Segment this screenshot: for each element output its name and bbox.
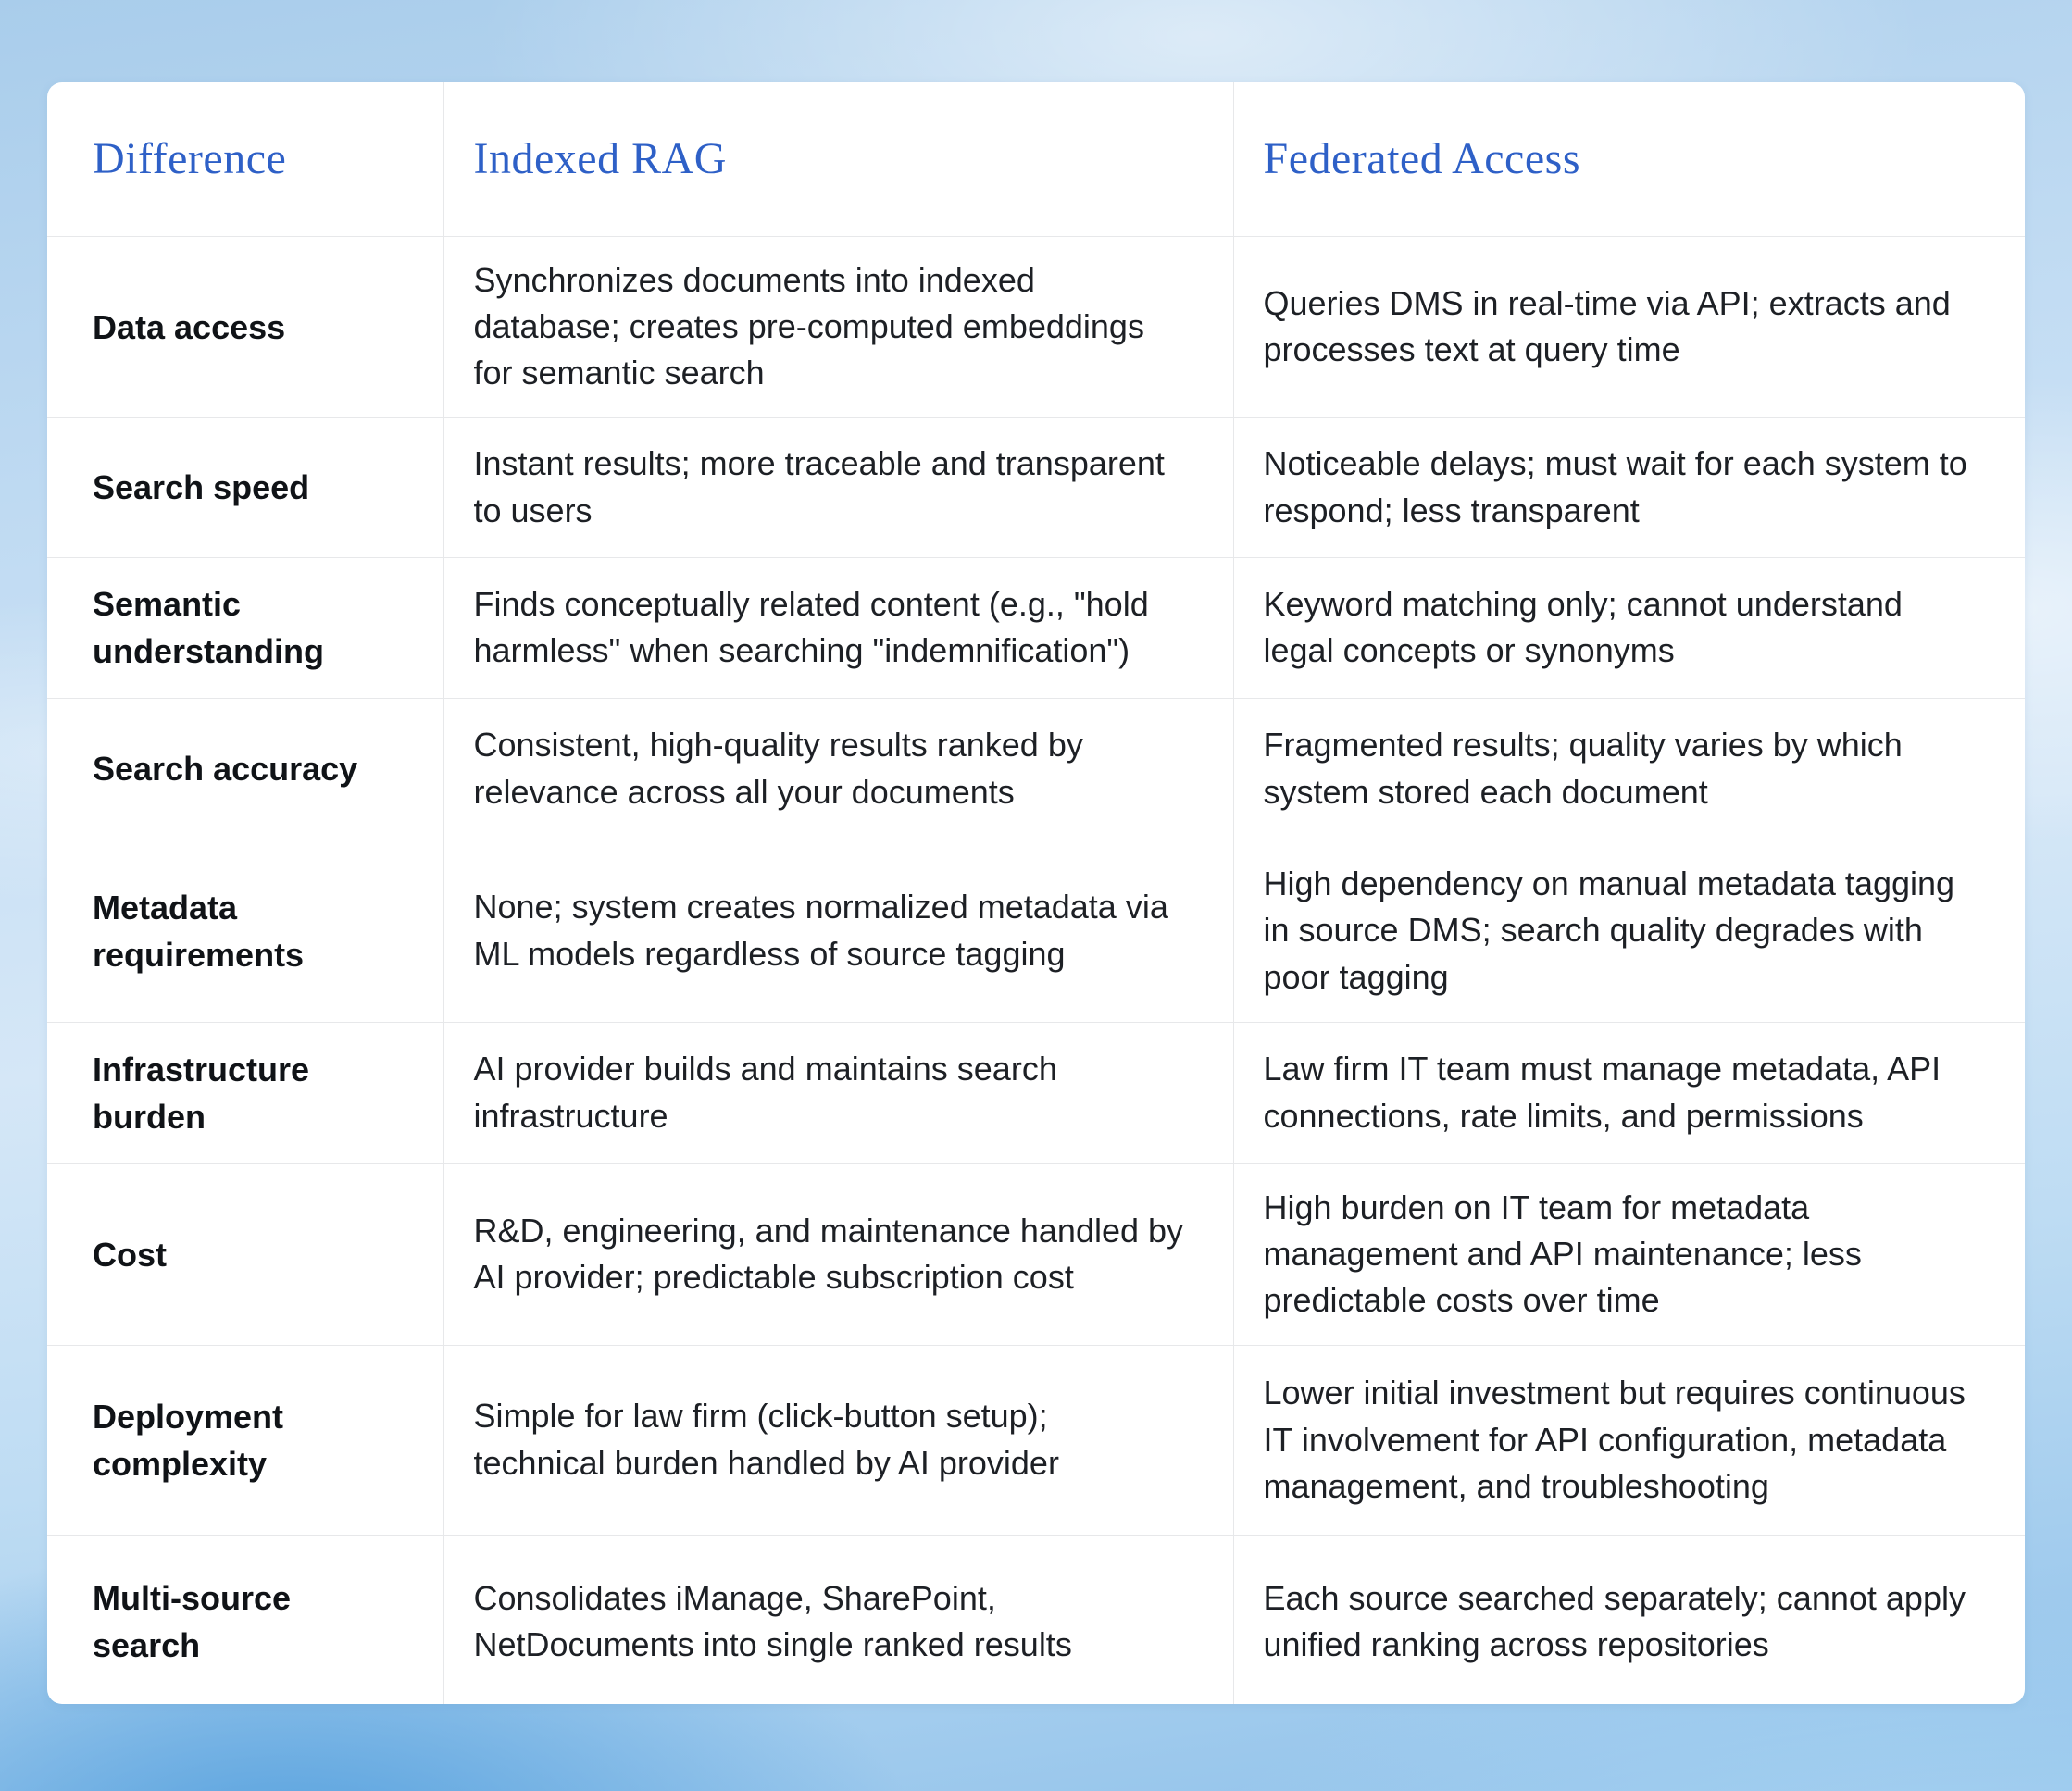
row-label: Infrastructure burden xyxy=(47,1022,443,1163)
row-label: Data access xyxy=(47,236,443,417)
cell-federated-access: High burden on IT team for metadata management and API maintenance; less predictable costs over time xyxy=(1233,1163,2025,1345)
cell-indexed-rag: Synchronizes documents into indexed database; creates pre-computed embeddings for semantic search xyxy=(443,236,1233,417)
cell-indexed-rag: None; system creates normalized metadata via ML models regardless of source tagging xyxy=(443,840,1233,1022)
cell-indexed-rag: Finds conceptually related content (e.g., "hold harmless" when searching "indemnification") xyxy=(443,557,1233,698)
table-row-search-accuracy xyxy=(47,698,2025,840)
comparison-table-card xyxy=(47,82,2025,1704)
cell-federated-access: Each source searched separately; cannot apply unified ranking across repositories xyxy=(1263,1578,1966,1664)
header-row xyxy=(47,82,2025,236)
table-row-deployment-complexity xyxy=(47,1345,2025,1535)
table-row-search-speed xyxy=(47,417,2025,557)
row-label: Semantic understanding xyxy=(47,557,443,698)
table-row-infrastructure-burden xyxy=(47,1022,2025,1163)
row-label: Multi-source search xyxy=(47,1535,443,1704)
table-row-metadata-requirements xyxy=(47,840,2025,1022)
table-row-multi-source-search xyxy=(47,1535,2025,1704)
cell-indexed-rag: Instant results; more traceable and transparent to users xyxy=(443,417,1233,557)
row-label: Cost xyxy=(47,1163,443,1345)
cell-federated-access: Queries DMS in real-time via API; extracts and processes text at query time xyxy=(1233,236,2025,417)
cell-federated-access: Fragmented results; quality varies by which system stored each document xyxy=(1233,698,2025,840)
cell-indexed-rag: Simple for law firm (click-button setup); technical burden handled by AI provider xyxy=(443,1345,1233,1535)
cell-federated-access: Lower initial investment but requires continuous IT involvement for API configuration, metadata management, and troubleshooting xyxy=(1233,1345,2025,1535)
cell-indexed-rag: R&D, engineering, and maintenance handled by AI provider; predictable subscription cost xyxy=(443,1163,1233,1345)
table-row-data-access xyxy=(47,236,2025,417)
comparison-table xyxy=(47,82,2025,1704)
cell-indexed-rag: Consolidates iManage, SharePoint, NetDocuments into single ranked results xyxy=(443,1535,1233,1704)
column-header-indexed-rag: Indexed RAG xyxy=(443,82,1233,236)
table-row-semantic-understanding xyxy=(47,557,2025,698)
row-label: Deployment complexity xyxy=(47,1345,443,1535)
cell-federated-access: Noticeable delays; must wait for each system to respond; less transparent xyxy=(1233,417,2025,557)
row-label: Search accuracy xyxy=(47,698,443,840)
row-label: Search speed xyxy=(47,417,443,557)
column-header-federated-access: Federated Access xyxy=(1233,82,2025,236)
cell-federated-access: Keyword matching only; cannot understand legal concepts or synonyms xyxy=(1233,557,2025,698)
cell-indexed-rag: AI provider builds and maintains search infrastructure xyxy=(443,1022,1233,1163)
row-label: Metadata requirements xyxy=(47,840,443,1022)
cell-indexed-rag: Consistent, high-quality results ranked by relevance across all your documents xyxy=(443,698,1233,840)
table-row-cost xyxy=(47,1163,2025,1345)
cell-federated-access: High dependency on manual metadata tagging in source DMS; search quality degrades with poor tagging xyxy=(1233,840,2025,1022)
column-header-difference: Difference xyxy=(47,82,443,236)
cell-federated-access: Law firm IT team must manage metadata, API connections, rate limits, and permissions xyxy=(1233,1022,2025,1163)
